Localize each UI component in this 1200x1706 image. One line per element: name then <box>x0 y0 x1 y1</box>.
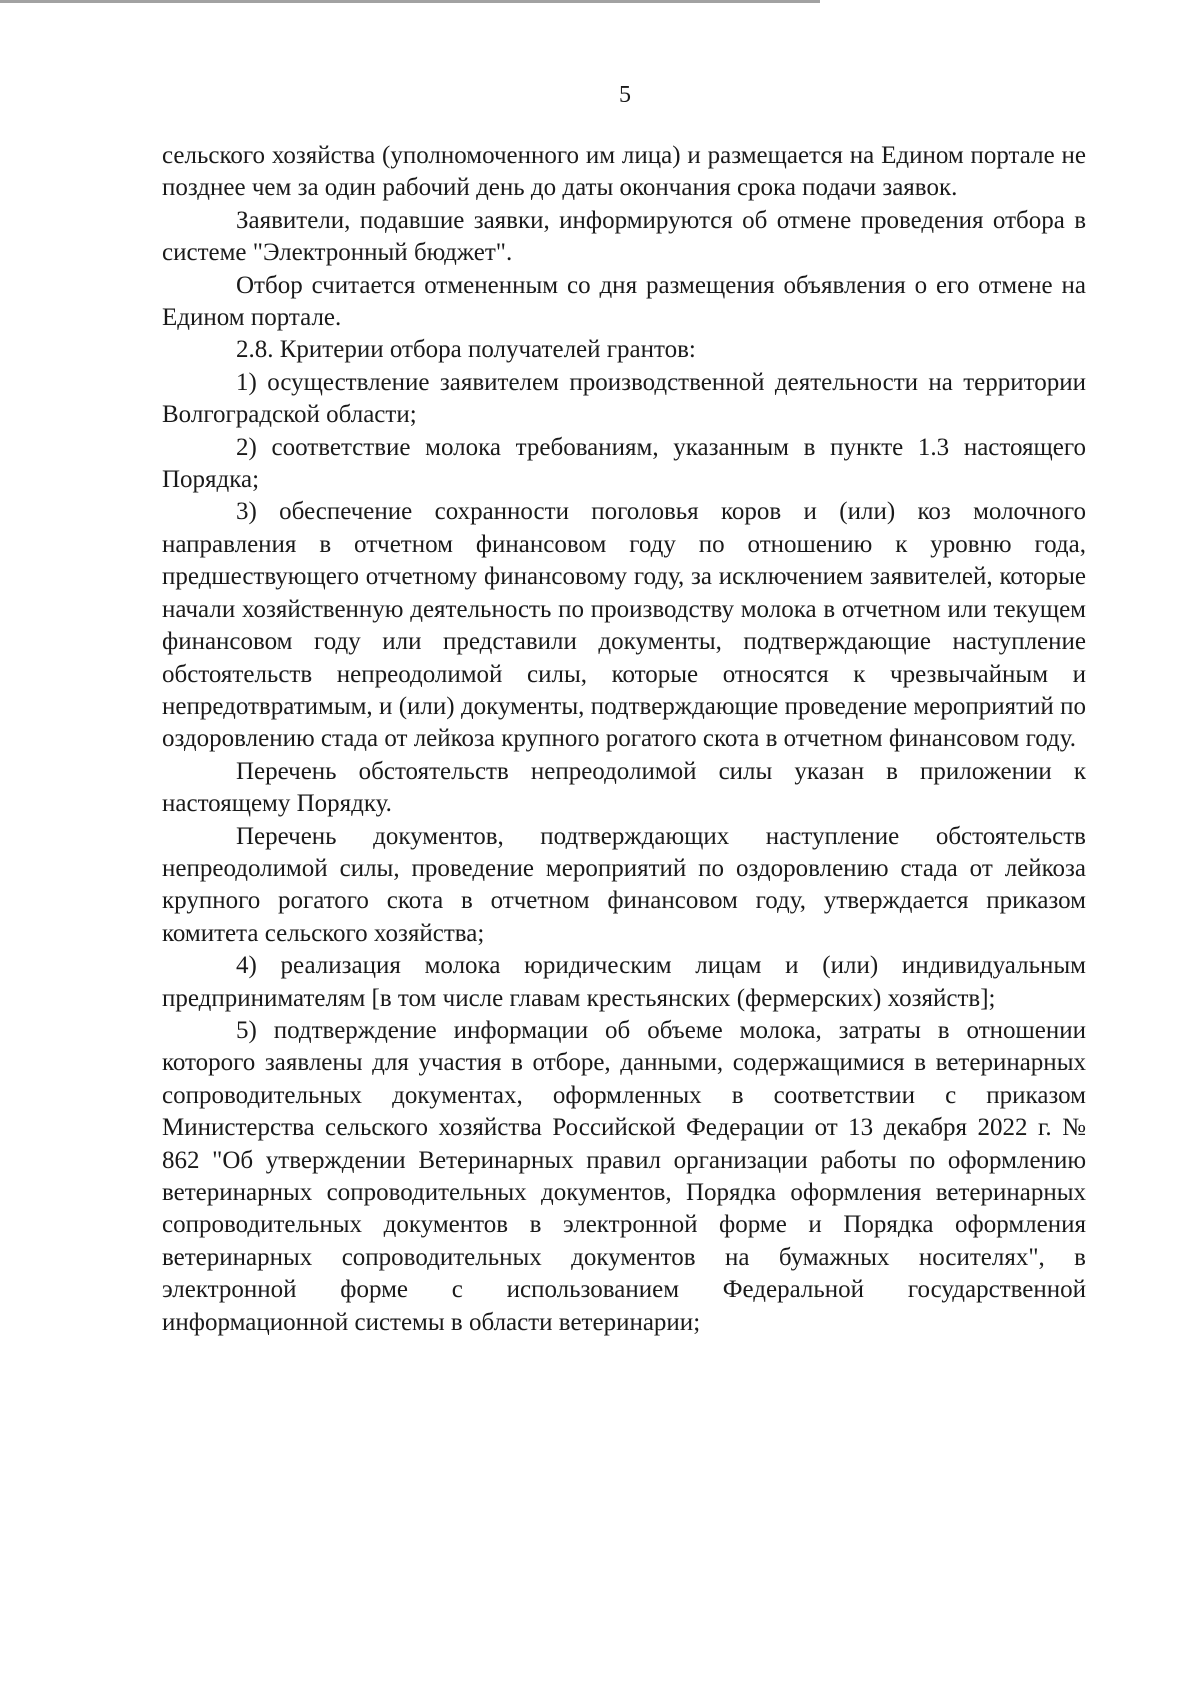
paragraph-criterion-2: 2) соответствие молока требованиям, указанным в пункте 1.3 настоящего Порядка; <box>162 433 1086 494</box>
paragraph-documents-list: Перечень документов, подтверждающих наступление обстоятельств непреодолимой силы, проведение мероприятий по оздоровлению стада от лейкоза крупного рогатого скота в отчетном финансовом году, утверждается приказом комитета сельского хозяйства; <box>162 822 1086 947</box>
paragraph-criterion-3: 3) обеспечение сохранности поголовья коров и (или) коз молочного направления в отчетном финансовом году по отношению к уровню года, предшествующего отчетному финансовому году, за исключением заявителей, которые начали хозяйственную деятельность по производству молока в отчетном или текущем финансовом году или представили документы, подтверждающие наступление обстоятельств непреодолимой силы, которые относятся к чрезвычайным и непредотвратимым, и (или) документы, подтверждающие проведение мероприятий по оздоровлению стада от лейкоза крупного рогатого скота в отчетном финансовом году. <box>162 498 1086 753</box>
paragraph-applicants-notified: Заявители, подавшие заявки, информируются об отмене проведения отбора в системе "Электронный бюджет". <box>162 206 1086 267</box>
paragraph-force-majeure-list: Перечень обстоятельств непреодолимой силы указан в приложении к настоящему Порядку. <box>162 757 1086 818</box>
document-body <box>162 140 1086 1339</box>
page-number: 5 <box>619 82 631 108</box>
paragraph-selection-cancelled: Отбор считается отмененным со дня размещения объявления о его отмене на Едином портале. <box>162 271 1086 332</box>
paragraph-criterion-5: 5) подтверждение информации об объеме молока, затраты в отношении которого заявлены для участия в отборе, данными, содержащимися в ветеринарных сопроводительных документах, оформленных в соответствии с приказом Министерства сельского хозяйства Российской Федерации от 13 декабря 2022 г. № 862 "Об утверждении Ветеринарных правил организации работы по оформлению ветеринарных сопроводительных документов, Порядка оформления ветеринарных сопроводительных документов в электронной форме и Порядка оформления ветеринарных сопроводительных документов на бумажных носителях", в электронной форме с использованием Федеральной государственной информационной системы в области ветеринарии; <box>162 1016 1086 1336</box>
paragraph-continuation: сельского хозяйства (уполномоченного им лица) и размещается на Едином портале не позднее чем за один рабочий день до даты окончания срока подачи заявок. <box>162 142 1086 202</box>
paragraph-criterion-1: 1) осуществление заявителем производственной деятельности на территории Волгоградской области; <box>162 368 1086 429</box>
paragraph-criteria-heading: 2.8. Критерии отбора получателей грантов: <box>236 336 696 364</box>
scan-edge-line <box>0 0 820 3</box>
paragraph-criterion-4: 4) реализация молока юридическим лицам и (или) индивидуальным предпринимателям [в том числе главам крестьянских (фермерских) хозяйств]; <box>162 952 1086 1012</box>
